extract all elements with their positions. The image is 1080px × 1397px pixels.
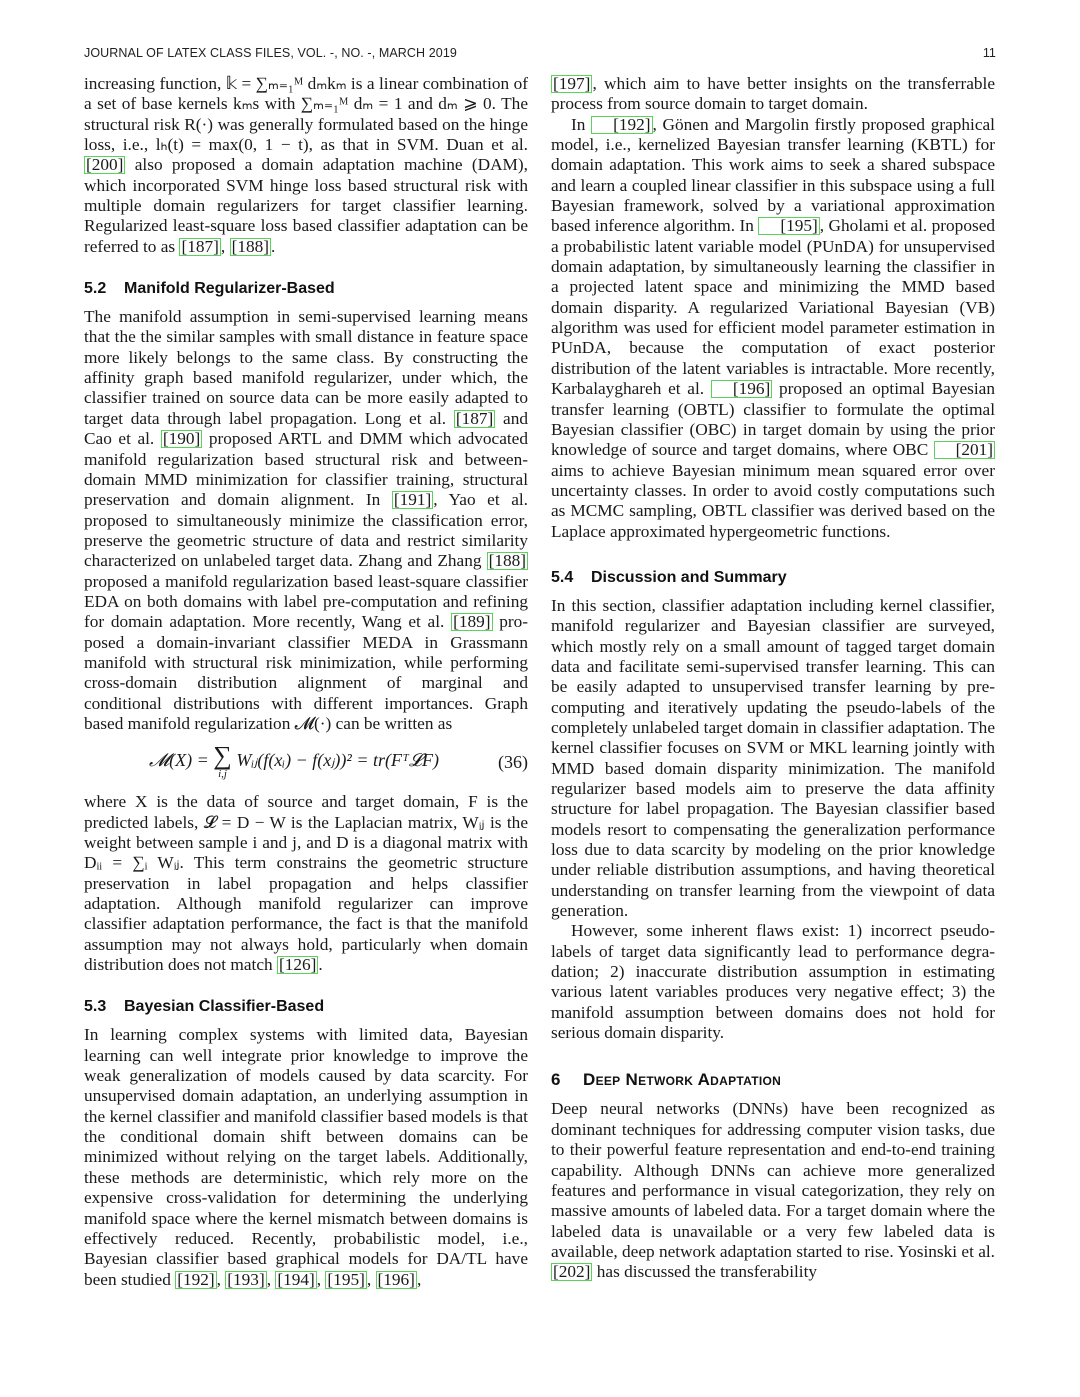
paragraph-bayesian-continuation: [197] , which aim to have better insights on the transferrable process from source domain to target domain. [551,74,995,114]
equation-body: 𝓜(X) = ∑ i,j Wᵢⱼ(f(xᵢ) − f(xⱼ))² = tr(Fᵀ𝓛F) [149,741,439,781]
citation-link[interactable]: [188] [231,236,269,256]
citation-link[interactable]: [200] [86,155,124,175]
page-number: 11 [982,46,996,60]
citation-link[interactable]: [195] [327,1269,365,1289]
paragraph-manifold: The manifold assumption in semi-supervised learning means that the the similar samples with small distance in feature space more likely belongs to the same class. By constructing the affinity graph based manifold regularizer, under which, the classifier trained on source data can be more easily adapted to target data through label propagation. Long et al. [187] and Cao et al. [190] proposed ARTL and DMM which advocated manifold regularization based structural risk and between-domain MMD minimization for classifier training, structural preservation and domain alignment. In [191] , Yao et al. proposed to simultaneously minimize the classification error, preserve the geometric structure of data and restrict similarity characterized on unlabeled target data. Zhang and Zhang [188] proposed a manifold regularization based least-square classifier EDA on both domains with label pre-computation and refining for domain adaptation. More recently, Wang et al. [189] proposed a domain-invariant classifier MEDA in Grassmann manifold with structural risk minimization, while performing cross-domain distribution alignment of marginal and conditional distributions with different importances. Graph based manifold regularization 𝓜(·) can be written as [84,307,529,733]
paragraph-summary: In this section, classifier adaptation including kernel classifier, manifold regularizer and Bayesian classifier are surveyed, which mostly rely on a small amount of tagged target domain data and facilitate semi-supervised transfer learning. This can be easily adapted to unsupervised transfer learning by pre-computing and iteratively updating the pseudo-labels of the completely unlabeled target domain in classifier adaptation. The kernel classifier focuses on SVM or MKL learning jointly with MMD based domain disparity minimization. The manifold regularizer based models aim to preserve the data affinity structure for label propagation. The Bayesian classifier based models resort to compensating the generalization performance loss due to data scarcity by modeling on the prior knowledge under reliable distribution assumptions, and having theoretical understanding on transfer learning from the viewpoint of data generation. [551,595,995,921]
section-heading-5-3: 5.3 Bayesian Classifier-Based [84,998,325,1016]
paragraph-kernel-continuation: increasing function, 𝕜 = ∑ₘ₌₁ᴹ dₘkₘ is a linear combination of a set of base kernels kₘs with ∑ₘ₌₁ᴹ dₘ = 1 and dₘ ⩾ 0. The structural risk R(·) was generally formulated based on the hinge loss, i.e., lₕ(t) = max(0, 1 − t), as that in SVM. Duan et al. [200] also proposed a domain adaptation machine (DAM), which incorporated SVM hinge loss based structural risk with multiple domain regularizers for target classifier learning. Regularized least-square loss based classifier adaptation can be referred to as [187] , [188] . [84,74,528,256]
equation-36 [84,741,528,781]
section-heading-6: 6 Deep Network Adaptation [551,1070,782,1090]
citation-link[interactable]: [190] [162,429,201,449]
section-heading-5-2: 5.2 Manifold Regularizer-Based [84,280,335,298]
equation-number: (36) [498,752,528,773]
paragraph-flaws: However, some inherent flaws exist: 1) incorrect pseudo-labels of target data significantly lead to performance degradation; 2) inaccurate distribution assumption in estimating various latent variables produces very negative effect; 3) the manifold assumption between domains does not hold for serious domain disparity. [551,921,995,1043]
citation-link[interactable]: [189] [453,612,491,632]
running-header [84,46,996,60]
citation-link[interactable]: [196] [377,1269,415,1289]
summation-symbol: ∑ i,j [213,741,232,781]
citation-link[interactable]: [202] [553,1262,591,1282]
citation-link[interactable]: [194] [277,1269,315,1289]
citation-link[interactable]: [187] [181,236,219,256]
paragraph-bayesian: In learning complex systems with limited data, Bayesian learning can well integrate prior knowledge to improve the weak generalization of models caused by data scarcity. For unsupervised domain adaptation, an underlying assumption in the kernel classifier and manifold classifier based models is that the conditional domain shift between domains can be minimized without relying on the target labels. Additionally, these methods are deterministic, which rely more on the expensive cross-validation for determining the underlying manifold space where the kernel mismatch between domains is effectively reduced. Recently, probabilistic model, i.e., Bayesian classifier based graphical models for DA/TL have been studied [192] , [193] , [194] , [195] , [196] , [84,1025,528,1289]
citation-link[interactable]: [192] [591,116,652,134]
citation-link[interactable]: [126] [278,955,317,975]
citation-link[interactable]: [188] [488,551,526,571]
citation-link[interactable]: [187] [455,408,494,428]
left-column [84,74,528,1290]
paragraph-kbtl: In [192] , Gönen and Margolin firstly proposed graphical model, i.e., kernelized Bayesian transfer learning (KBTL) for domain adaptation. This work aims to seek a shared subspace and learn a coupled linear classifier in this subspace using a full Bayesian framework, solved by a variational approximation based inference algorithm. In [195] , Gholami et al. proposed a probabilistic latent variable model (PUnDA) for unsupervised domain adaptation, by simultaneously learning the classifier in a projected latent space and minimizing the MMD based domain disparity. A regularized Variational Bayesian (VB) algorithm was used for efficient model parameter estimation in PUnDA, because the computation of exact posterior distribution of the latent variables is intractable. More recently, Karbalayghareh et al. [196] proposed an optimal Bayesian transfer learning (OBTL) classifier to formulate the optimal Bayesian classifier (OBC) in target domain by using the prior knowledge of source and target domains, where OBC [201] aims to achieve Bayesian minimum mean squared error over uncertainty classes. In order to avoid costly computations such as MCMC sampling, OBTL classifier was derived based on the Laplace approximated hypergeometric functions. [551,114,995,541]
right-column [551,74,995,1283]
citation-link[interactable]: [196] [711,380,772,398]
paragraph-deep-network: Deep neural networks (DNNs) have been recognized as dominant techniques for addressing computer vision tasks, due to their powerful feature representation and end-to-end training capability. Although DNNs can achieve more generalized features and performance in visual categorization, they rely on massive amounts of labeled data. For a target domain where the labeled data is unavailable or a very few labeled data is available, deep network adaptation started to rise. Yosinski et al. [202] has discussed the transferability [551,1099,995,1282]
journal-title: JOURNAL OF LATEX CLASS FILES, VOL. -, NO. -, MARCH 2019 [84,46,457,60]
paragraph-laplacian: where X is the data of source and target domain, F is the predicted labels, 𝓛 = D − W is the Laplacian matrix, Wᵢⱼ is the weight between sample i and j, and D is a diagonal matrix with Dᵢᵢ = ∑ᵢ Wᵢⱼ. This term constrains the geometric structure preservation in label propagation and helps classifier adaptation. Although manifold regularizer can improve classifier adaptation performance, the fact is that the manifold assumption may not always hold, particularly when domain distribution does not match [126] . [84,792,528,975]
section-heading-5-4: 5.4 Discussion and Summary [551,568,787,586]
citation-link[interactable]: [195] [758,217,819,235]
citation-link[interactable]: [193] [227,1269,265,1289]
citation-link[interactable]: [201] [934,441,995,459]
citation-link[interactable]: [192] [177,1269,215,1289]
citation-link[interactable]: [197] [553,74,591,93]
citation-link[interactable]: [191] [393,490,432,510]
